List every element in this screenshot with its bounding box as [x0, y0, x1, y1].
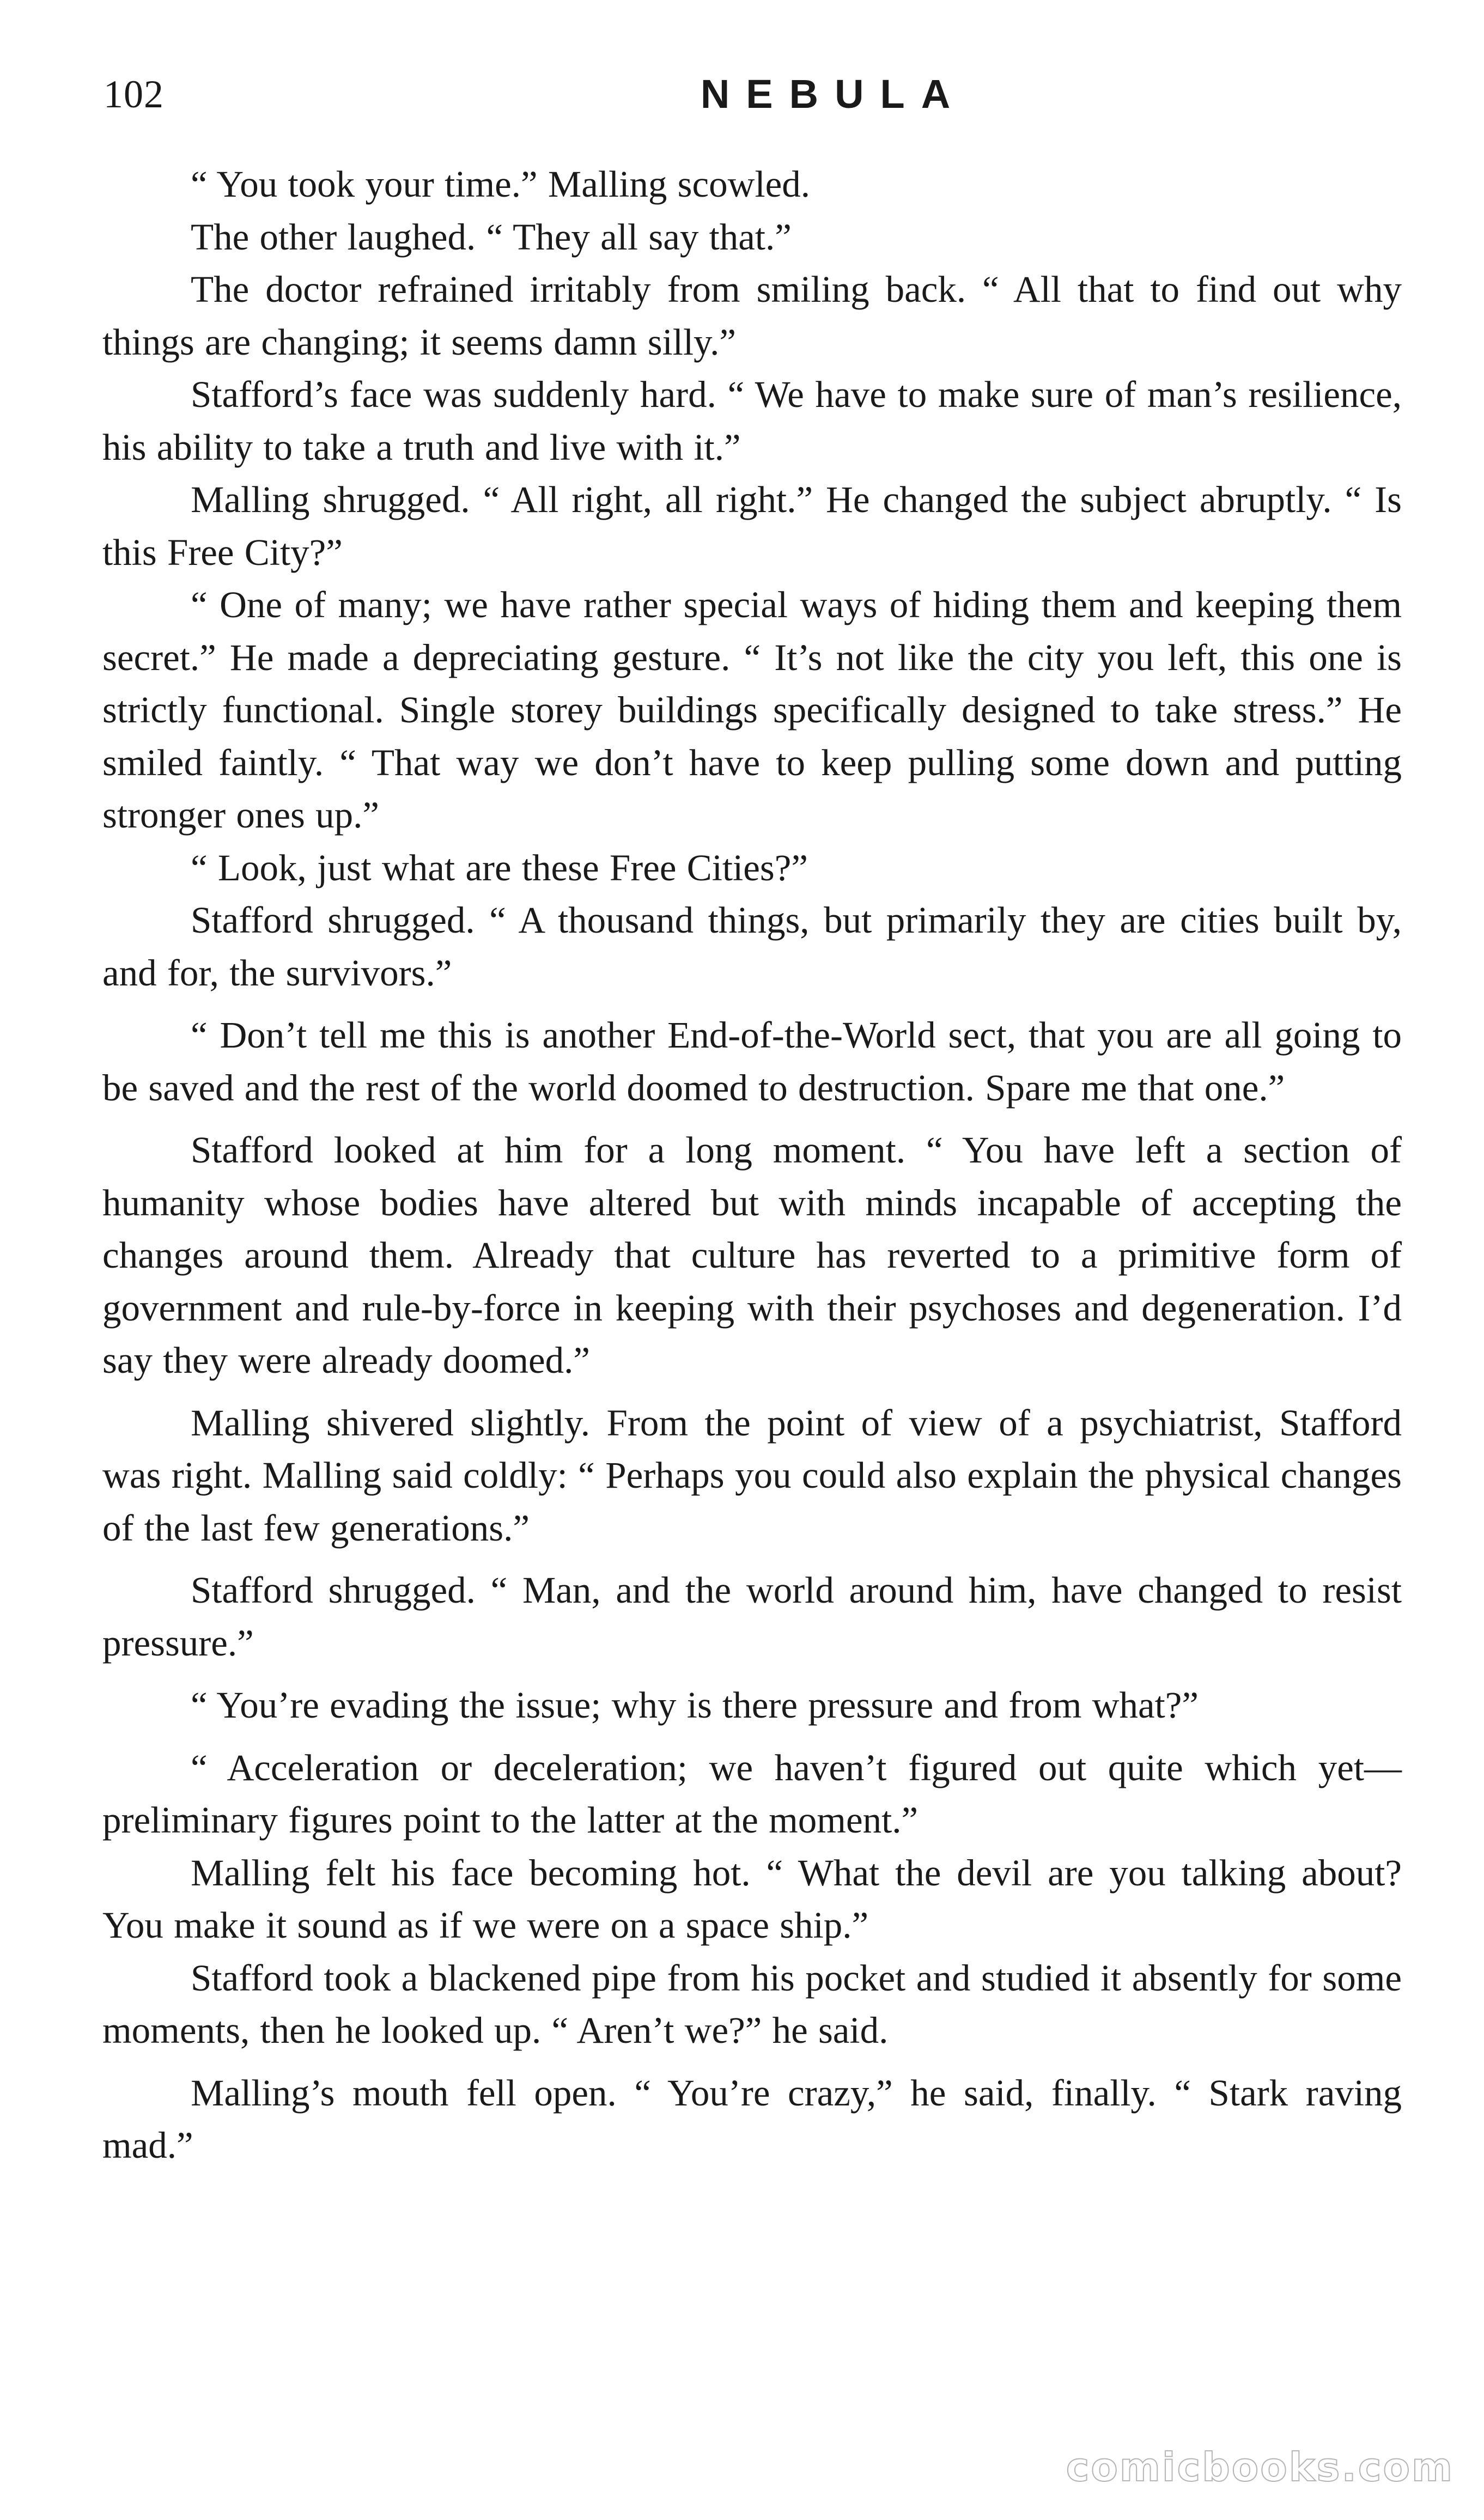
paragraph: Stafford shrugged. “ Man, and the world around him, have changed to resist pressure.”: [102, 1569, 1402, 1664]
paragraph: Stafford’s face was suddenly hard. “ We have to make sure of man’s resilience, his ability to take a truth and live with it.”: [102, 374, 1402, 468]
paragraph: “ Look, just what are these Free Cities?”: [191, 847, 808, 888]
paragraph: The other laughed. “ They all say that.”: [191, 216, 792, 258]
paragraph: Malling’s mouth fell open. “ You’re crazy,” he said, finally. “ Stark raving mad.”: [102, 2072, 1402, 2166]
paragraph: Malling felt his face becoming hot. “ What the devil are you talking about? You make it sound as if we were on a space ship.”: [102, 1852, 1402, 1946]
page-header: [104, 64, 1400, 124]
page-number: 102: [104, 72, 164, 116]
paragraph: Stafford looked at him for a long moment. “ You have left a section of humanity whose bodies have altered but with minds incapable of accepting the changes around them. Already that culture has reverted to a primitive form of government and rule-by-force in keeping with their psychoses and degeneration. I’d say they were already doomed.”: [102, 1129, 1402, 1381]
site-watermark: comicbooks.com: [1066, 2444, 1454, 2490]
running-title: NEBULA: [700, 71, 967, 117]
paragraph: “ Don’t tell me this is another End-of-the-World sect, that you are all going to be saved and the rest of the world doomed to destruction. Spare me that one.”: [102, 1014, 1402, 1109]
body-text: [102, 158, 1402, 2172]
paragraph: “ One of many; we have rather special ways of hiding them and keeping them secret.” He made a depreciating gesture. “ It’s not like the city you left, this one is strictly functional. Single storey buildings specifically designed to take stress.” He smiled faintly. “ That way we don’t have to keep pulling some down and putting stronger ones up.”: [102, 584, 1402, 836]
paragraph: “ You’re evading the issue; why is there pressure and from what?”: [191, 1684, 1199, 1726]
paragraph: Stafford shrugged. “ A thousand things, but primarily they are cities built by, and for, the survivors.”: [102, 899, 1402, 994]
paragraph: Malling shivered slightly. From the point of view of a psychiatrist, Stafford was right. Malling said coldly: “ Perhaps you could also explain the physical changes of the last few generations.”: [102, 1402, 1402, 1549]
paragraph: Malling shrugged. “ All right, all right.” He changed the subject abruptly. “ Is this Free City?”: [102, 479, 1402, 573]
paragraph: “ You took your time.” Malling scowled.: [191, 163, 810, 205]
paragraph: The doctor refrained irritably from smiling back. “ All that to find out why things are changing; it seems damn silly.”: [102, 269, 1402, 363]
paragraph: “ Acceleration or deceleration; we haven’t figured out quite which yet—preliminary figures point to the latter at the moment.”: [102, 1746, 1402, 1841]
paragraph: Stafford took a blackened pipe from his pocket and studied it absently for some moments, then he looked up. “ Aren’t we?” he said.: [102, 1957, 1402, 2051]
